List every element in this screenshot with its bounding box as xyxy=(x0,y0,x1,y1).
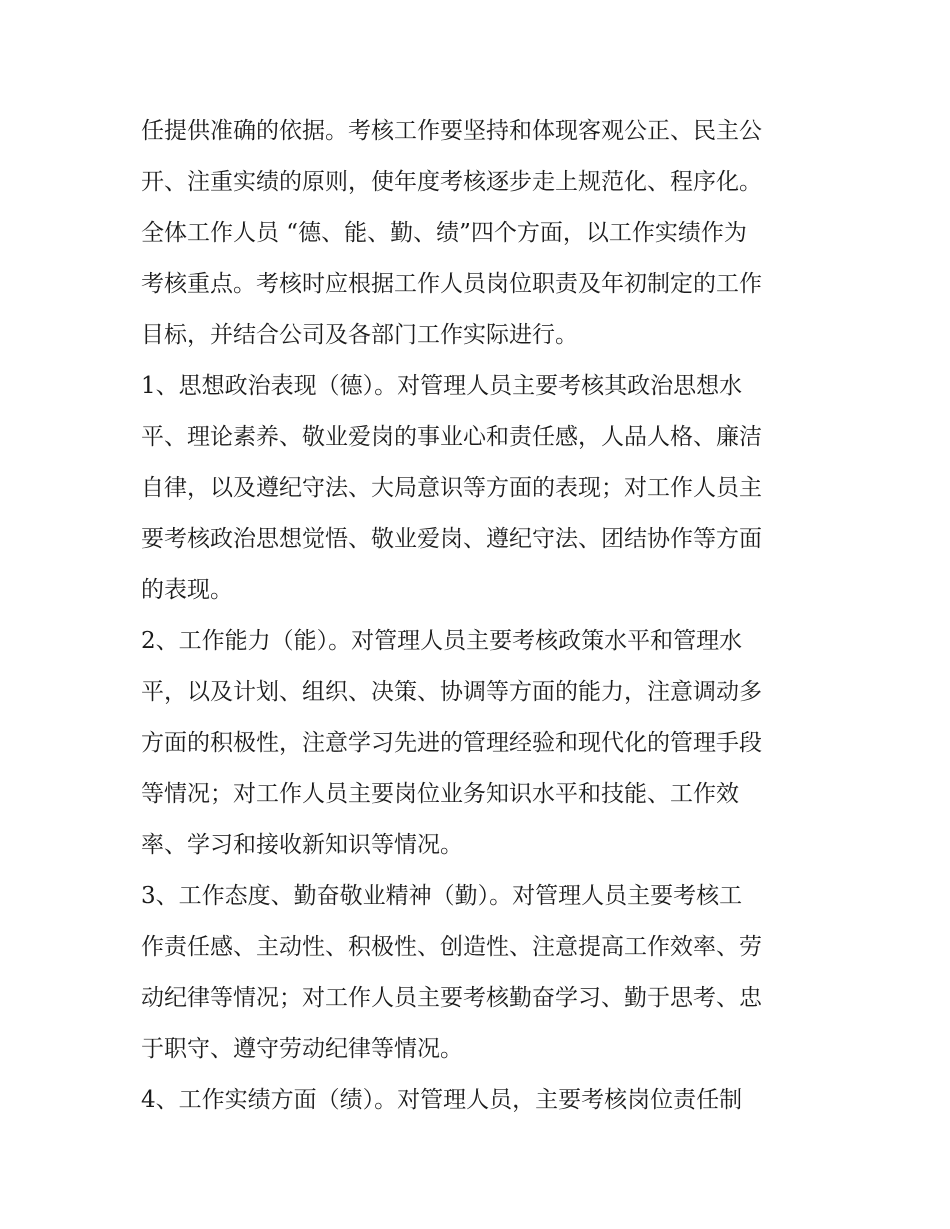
text-line: 的表现。 xyxy=(141,577,233,603)
text-line: 3、工作态度、勤奋敬业精神（勤）。对管理人员主要考核工 xyxy=(141,883,743,909)
text-line: 于职守、遵守劳动纪律等情况。 xyxy=(141,1036,463,1062)
text-line: 目标，并结合公司及各部门工作实际进行。 xyxy=(141,322,578,348)
text-line: 作责任感、主动性、积极性、创造性、注意提高工作效率、劳 xyxy=(141,934,762,960)
text-line: 全体工作人员 “德、能、勤、绩”四个方面，以工作实绩作为 xyxy=(141,220,747,246)
text-line: 自律，以及遵纪守法、大局意识等方面的表现；对工作人员主 xyxy=(141,475,762,501)
text-line: 开、注重实绩的原则，使年度考核逐步走上规范化、程序化。 xyxy=(141,169,762,195)
text-line: 平，以及计划、组织、决策、协调等方面的能力，注意调动多 xyxy=(141,679,762,705)
text-line: 1、思想政治表现（德）。对管理人员主要考核其政治思想水 xyxy=(141,373,743,399)
text-line: 率、学习和接收新知识等情况。 xyxy=(141,832,463,858)
text-line: 平、理论素养、敬业爱岗的事业心和责任感，人品人格、廉洁 xyxy=(141,424,762,450)
text-line: 4、工作实绩方面（绩）。对管理人员，主要考核岗位责任制 xyxy=(141,1087,743,1113)
text-line: 任提供准确的依据。考核工作要坚持和体现客观公正、民主公 xyxy=(141,118,762,144)
text-line: 要考核政治思想觉悟、敬业爱岗、遵纪守法、团结协作等方面 xyxy=(141,526,762,552)
text-line: 动纪律等情况；对工作人员主要考核勤奋学习、勤于思考、忠 xyxy=(141,985,762,1011)
document-body xyxy=(141,106,821,1126)
text-line: 2、工作能力（能）。对管理人员主要考核政策水平和管理水 xyxy=(141,628,743,654)
text-line: 考核重点。考核时应根据工作人员岗位职责及年初制定的工作 xyxy=(141,271,762,297)
text-line: 方面的积极性，注意学习先进的管理经验和现代化的管理手段 xyxy=(141,730,762,756)
text-line: 等情况；对工作人员主要岗位业务知识水平和技能、工作效 xyxy=(141,781,739,807)
